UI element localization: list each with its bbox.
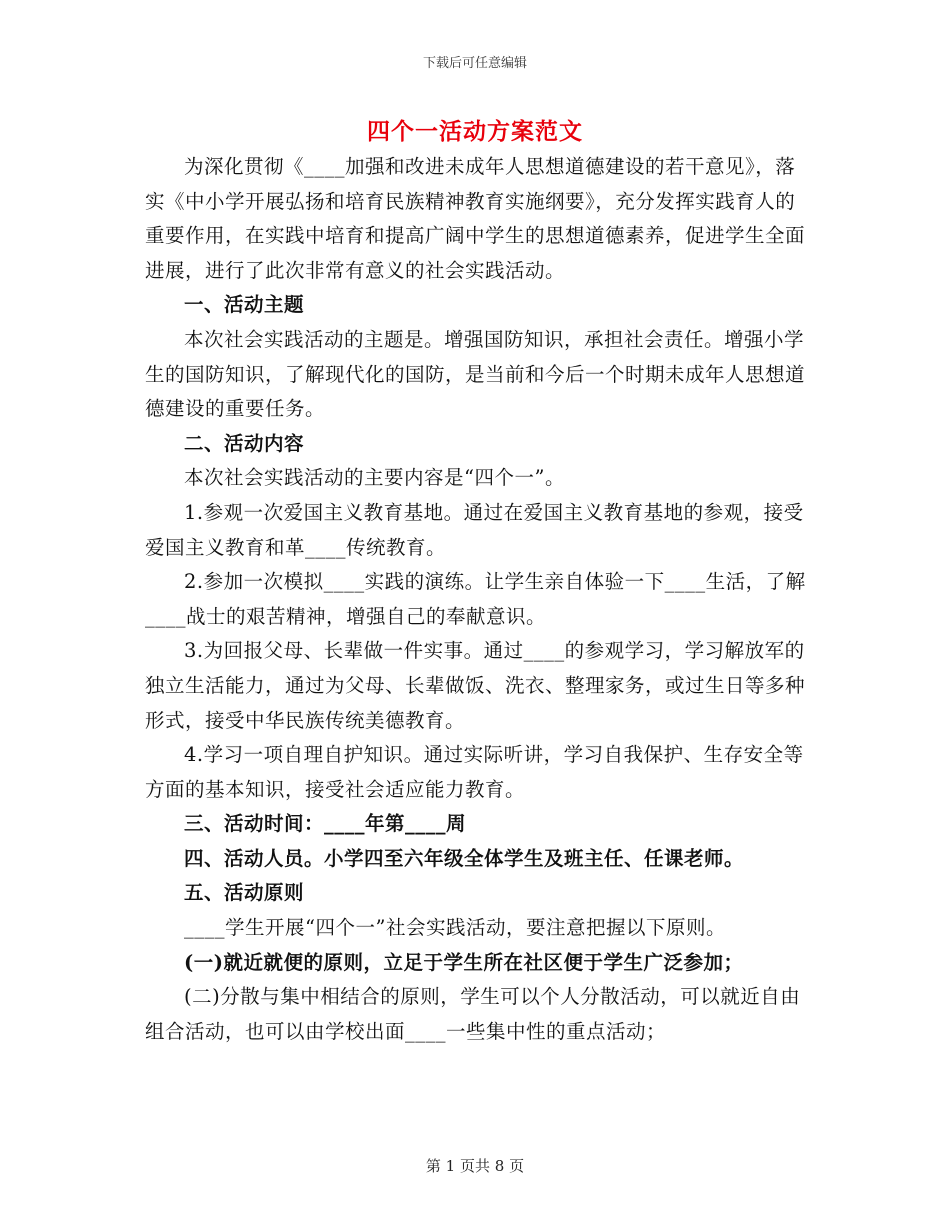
document-title: 四个一活动方案范文 [367,118,583,145]
page-header-note: 下载后可任意编辑 [422,56,527,71]
intro-paragraph: 为深化贯彻《____加强和改进未成年人思想道德建设的若干意见》，落实《中小学开展弘扬和培育民族精神教育实施纲要》，充分发挥实践育人的重要作用，在实践中培育和提高广阔中学生的思想道德素养，促进学生全面进展，进行了此次非常有意义的社会实践活动。 [145,155,806,282]
principle-item-2: (二)分散与集中相结合的原则，学生可以个人分散活动，可以就近自由组合活动，也可以由学校出面____一些集中性的重点活动； [145,985,801,1043]
content-item-1: 1.参观一次爱国主义教育基地。通过在爱国主义教育基地的参观，接受爱国主义教育和革____传统教育。 [145,500,804,559]
principle-item-1: (一)就近就便的原则，立足于学生所在社区便于学生广泛参加； [184,950,744,974]
content-item-2: 2.参加一次模拟____实践的演练。让学生亲自体验一下____生活，了解____战士的艰苦精神，增强自己的奉献意识。 [145,570,806,628]
section-heading-participants: 四、活动人员。小学四至六年级全体学生及班主任、任课老师。 [184,846,745,870]
section-heading-time: 三、活动时间：____年第____周 [184,812,467,836]
page-number: 第 1 页共 8 页 [425,1157,525,1175]
content-item-4: 4.学习一项自理自护知识。通过实际听讲，学习自我保护、生存安全等方面的基本知识，接受社会适应能力教育。 [145,743,804,801]
theme-paragraph: 本次社会实践活动的主题是。增强国防知识，承担社会责任。增强小学生的国防知识，了解现代化的国防，是当前和今后一个时期未成年人思想道德建设的重要任务。 [145,327,806,421]
principles-intro-paragraph: ____学生开展“四个一”社会实践活动，要注意把握以下原则。 [184,916,726,940]
section-heading-principles: 五、活动原则 [184,881,305,905]
section-heading-theme: 一、活动主题 [184,293,305,317]
document-body [145,150,810,1049]
content-item-3: 3.为回报父母、长辈做一件实事。通过____的参观学习，学习解放军的独立生活能力，通过为父母、长辈做饭、洗衣、整理家务，或过生日等多种形式，接受中华民族传统美德教育。 [145,639,806,732]
section-heading-content: 二、活动内容 [184,431,305,455]
content-intro-paragraph: 本次社会实践活动的主要内容是“四个一”。 [184,466,565,490]
